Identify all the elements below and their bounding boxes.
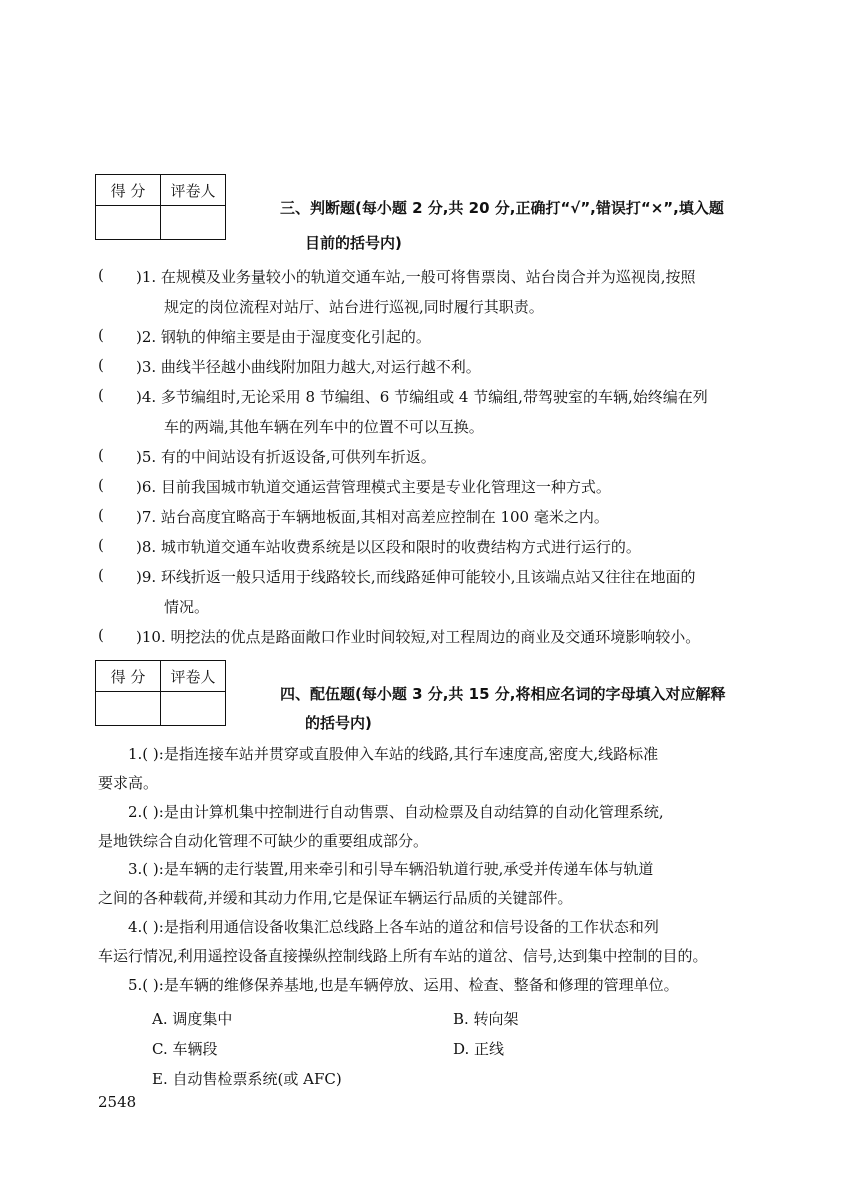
match-item-line: 3.( ):是车辆的走行装置,用来牵引和引导车辆沿轨道行驶,承受并传递车体与轨道 [128,860,654,878]
match-item-line: 要求高。 [98,774,159,792]
match-item-line: 1.( ):是指连接车站并贯穿或直股伸入车站的线路,其行车速度高,密度大,线路标准 [128,745,659,763]
option-b: B. 转向架 [453,1010,519,1028]
tf-item-line: )6. 目前我国城市轨道交通运营管理模式主要是专业化管理这一种方式。 [136,478,611,496]
score-cell[interactable] [96,206,161,240]
tf-item-line: )10. 明挖法的优点是路面敞口作业时间较短,对工程周边的商业及交通环境影响较小。 [136,628,701,646]
match-item-line: 5.( ):是车辆的维修保养基地,也是车辆停放、运用、检查、整备和修理的管理单位。 [128,976,679,994]
grader-label: 评卷人 [161,661,226,692]
tf-item-line: )3. 曲线半径越小曲线附加阻力越大,对运行越不利。 [136,358,481,376]
page-code: 2548 [98,1093,137,1111]
answer-paren[interactable]: ( [98,626,104,644]
tf-item-line: )2. 钢轨的伸缩主要是由于湿度变化引起的。 [136,328,431,346]
match-item-line: 之间的各种载荷,并缓和其动力作用,它是保证车辆运行品质的关键部件。 [98,889,573,907]
score-cell[interactable] [96,692,161,726]
answer-paren[interactable]: ( [98,506,104,524]
section4-title-line1: 四、配伍题(每小题 3 分,共 15 分,将相应名词的字母填入对应解释 [280,685,726,703]
score-box-section4 [95,660,226,726]
tf-item-line: )4. 多节编组时,无论采用 8 节编组、6 节编组或 4 节编组,带驾驶室的车辆,始终编在列 [136,388,708,406]
section3-title-line1: 三、判断题(每小题 2 分,共 20 分,正确打“√”,错误打“×”,填入题 [280,199,724,217]
score-label: 得 分 [96,175,161,206]
score-box-section3 [95,174,226,240]
tf-item-line: 规定的岗位流程对站厅、站台进行巡视,同时履行其职责。 [164,298,544,316]
option-a: A. 调度集中 [152,1010,233,1028]
section4-title-line2: 的括号内) [305,714,372,732]
section3-title-line2: 目前的括号内) [305,234,402,252]
match-item-line: 车运行情况,利用遥控设备直接操纵控制线路上所有车站的道岔、信号,达到集中控制的目的。 [98,947,708,965]
option-c: C. 车辆段 [152,1040,218,1058]
answer-paren[interactable]: ( [98,326,104,344]
answer-paren[interactable]: ( [98,386,104,404]
tf-item-line: )5. 有的中间站设有折返设备,可供列车折返。 [136,448,436,466]
tf-item-line: 车的两端,其他车辆在列车中的位置不可以互换。 [164,418,484,436]
answer-paren[interactable]: ( [98,266,104,284]
answer-paren[interactable]: ( [98,566,104,584]
grader-cell[interactable] [161,692,226,726]
option-d: D. 正线 [453,1040,505,1058]
tf-item-line: )9. 环线折返一般只适用于线路较长,而线路延伸可能较小,且该端点站又往往在地面的 [136,568,696,586]
score-label: 得 分 [96,661,161,692]
match-item-line: 2.( ):是由计算机集中控制进行自动售票、自动检票及自动结算的自动化管理系统, [128,803,664,821]
answer-paren[interactable]: ( [98,536,104,554]
tf-item-line: )1. 在规模及业务量较小的轨道交通车站,一般可将售票岗、站台岗合并为巡视岗,按照 [136,268,696,286]
tf-item-line: 情况。 [164,598,210,616]
grader-cell[interactable] [161,206,226,240]
option-e: E. 自动售检票系统(或 AFC) [152,1070,342,1088]
answer-paren[interactable]: ( [98,476,104,494]
match-item-line: 4.( ):是指利用通信设备收集汇总线路上各车站的道岔和信号设备的工作状态和列 [128,918,659,936]
grader-label: 评卷人 [161,175,226,206]
tf-item-line: )7. 站台高度宜略高于车辆地板面,其相对高差应控制在 100 毫米之内。 [136,508,609,526]
tf-item-line: )8. 城市轨道交通车站收费系统是以区段和限时的收费结构方式进行运行的。 [136,538,641,556]
answer-paren[interactable]: ( [98,356,104,374]
match-item-line: 是地铁综合自动化管理不可缺少的重要组成部分。 [98,832,429,850]
answer-paren[interactable]: ( [98,446,104,464]
